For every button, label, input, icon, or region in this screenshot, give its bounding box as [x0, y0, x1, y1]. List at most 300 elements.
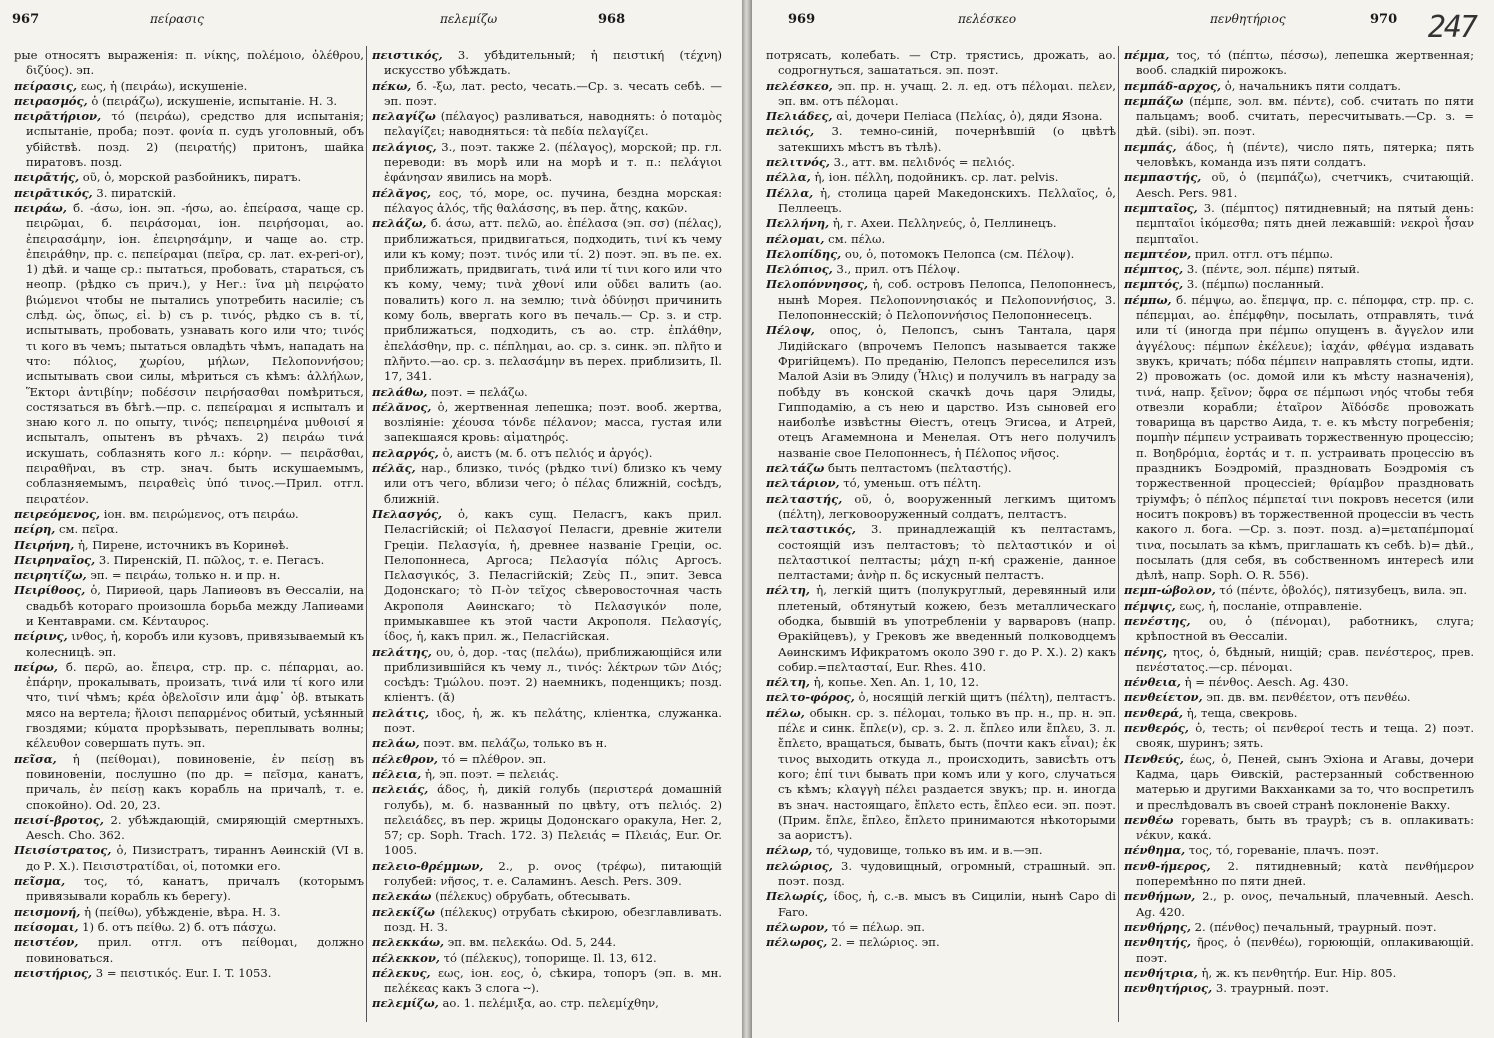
entry-headword: πελάθω,	[372, 384, 428, 399]
entry-headword: πένθημα,	[1124, 843, 1186, 858]
dictionary-entry	[1124, 706, 1474, 721]
entry-headword: πέλω,	[766, 705, 805, 720]
entry-headword: Πέλοψ,	[766, 323, 815, 338]
entry-definition: 3. чудовищный, огромный, страшный. эп. поэт. позд.	[778, 858, 1116, 889]
entry-definition: ἡ (πείθομαι), повиновеніе, ἐν πείσῃ въ повиновеніи, послушно (по др. = πεῖσμα, канатъ, причаль, ἐν πείσῃ какъ корабль на причалѣ, т. е. спокойно). Od. 20, 23.	[26, 751, 364, 812]
entry-definition: поэт. вм. πελάζω, только въ н.	[423, 736, 608, 751]
dictionary-entry	[14, 109, 364, 170]
dictionary-entry	[766, 186, 1116, 217]
column-divider	[366, 46, 367, 1022]
entry-headword: πενθητήριος,	[1124, 981, 1213, 996]
entry-definition: эп. вм. πελεκάω. Od. 5, 244.	[447, 935, 617, 950]
dictionary-entry	[766, 843, 1116, 858]
dictionary-entry	[1124, 813, 1474, 844]
dictionary-entry	[1124, 599, 1474, 614]
entry-headword: πελεκκάω,	[372, 935, 445, 950]
dictionary-entry	[14, 752, 364, 813]
dictionary-entry	[1124, 721, 1474, 752]
entry-headword: πεῖσα,	[14, 751, 57, 766]
entry-definition: τος, τό (πέπτω, πέσσω), лепешка жертвенная; вооб. сладкій пирожокъ.	[1136, 48, 1474, 78]
entry-definition: б. -ξω, лат. pecto, чесать.—Ср. з. чесать себѣ. — эп. поэт.	[384, 78, 722, 108]
dictionary-entry	[372, 216, 722, 384]
entry-definition: εως, ἡ (πειράω), искушеніе.	[80, 78, 248, 93]
dictionary-entry	[766, 79, 1116, 110]
dictionary-entry	[766, 675, 1116, 690]
entry-headword: πείρασις,	[14, 78, 78, 93]
entry-headword: πεμπάς,	[1124, 139, 1177, 154]
dictionary-entry	[1124, 935, 1474, 966]
dictionary-entry	[372, 461, 722, 507]
entry-headword: πείρη,	[14, 522, 56, 537]
entry-headword: πέλᾰγος,	[372, 185, 432, 200]
entry-headword: πελάτις,	[372, 705, 430, 720]
entry-definition: άδος, ἡ (πέντε), число пять, пятерка; пять человѣкъ, команда изъ пяти солдатъ.	[1136, 139, 1474, 170]
entry-definition: ἡ, столица царей Македонскихъ. Πελλαῖος, ὁ, Пеллеецъ.	[778, 185, 1116, 215]
dictionary-entry	[372, 752, 722, 767]
dictionary-entry	[1124, 614, 1474, 645]
dictionary-entry	[766, 706, 1116, 844]
entry-definition: см. πεῖρα.	[59, 522, 119, 537]
entry-definition: ὁ, какъ сущ. Пеласгъ, какъ прил. Пеласгійскій; οἱ Πελασγοί Пеласги, древніе жители Греціи. Πελασγία, ἡ, древнее названіе Греціи, ос. Пелопоннеса, Аргоса; Πελασγία πόλις Аргосъ. Πελασγικός, 3. Пеласгійскій; Ζεὺς Π., эпит. Зевса Додонскаго; τὸ Π-ὸν τεῖχος сѣверовосточная часть Акрополя Аѳинскаго; τὸ Πελασγικόν поле, примыкавшее къ этой части Акрополя. Πελασγίς, ίδος, ἡ, какъ прил. ж., Пеласгійская.	[384, 506, 722, 644]
entry-headword: πεμπ-ώβολον,	[1124, 583, 1216, 598]
dictionary-entry	[766, 476, 1116, 491]
entry-definition: 3., атт. вм. πελιδνός = πελιός.	[833, 155, 1015, 170]
dictionary-entry	[766, 323, 1116, 461]
entry-headword: πεισί-βροτος,	[14, 812, 104, 827]
entry-definition: οῦ, ὁ (πεμπάζω), счетчикъ, считающій. Aesch. Pers. 981.	[1136, 170, 1474, 200]
entry-headword: πεμπταῖος,	[1124, 200, 1198, 215]
entry-definition: 3 = πειστικός. Eur. I. T. 1053.	[95, 965, 272, 980]
dictionary-entry	[1124, 966, 1474, 981]
entry-definition: άδος, ἡ, дикій голубь (περιστερά домашній голубь), м. б. названный по цвѣту, отъ πελιός. 2) πελειάδες, въ пер. жрицы Додонскаго оракула, Her. 2, 57; ср. Soph. Trach. 172. 3) Πελειάς = Πλειάς, Eur. Or. 1005.	[384, 782, 722, 858]
entry-definition: εως, іон. εος, ὁ, сѣкира, топоръ (эп. в. мн. πελέκεας какъ 3 слога ⏑⏑).	[384, 965, 722, 996]
entry-headword: πελάγιος,	[372, 139, 437, 154]
entry-definition: αἱ, дочери Пеліаса (Πελίας, ὁ), дяди Язона.	[836, 109, 1103, 124]
dictionary-entry	[1124, 583, 1474, 598]
entry-definition: эп. дв. вм. πενθέετον, отъ πενθέω.	[1206, 690, 1411, 705]
entry-headword: πενθερός,	[1124, 721, 1189, 736]
dictionary-entry	[1124, 140, 1474, 171]
entry-definition: б. -άσω, іон. эп. -ήσω, ао. ἐπείρασα, чаще ср. πειρῶμαι, б. πειράσομαι, іон. πειρήσομαι, ао. ἐπειρασάμην, іон. ἐπειρησάμην, и чаще ао. стр. ἐπειράθην, пр. с. πεπείραμαι (πεῖρα, ср. лат. ex-peri-or), 1) дѣй. и чаще ср.: пытаться, пробовать, стараться, съ неопр. (рѣдко съ прич.), у Нег.: ἵνα μὴ πειρῴατο βιώμενοι чтобы не пытались употребить насиліе; съ слѣд. ὡς, ὅπως, εἰ. b) съ р. τινός, рѣдко съ в. τί, испытывать, пробовать, узнавать кого или что; τινός τι кого въ чемъ; пытаться овладѣть чѣмъ, нападать на что: πόλιος, χωρίου, μήλων, Πελοποννήσου; испытывать свои силы, мѣриться съ кѣмъ: ἀλλήλων, Ἕκτορι ἀντιβίην; ποδέσσιν πειρήσασθαι помѣриться, состязаться въ бѣгѣ.—пр. с. πεπείραμαι я испыталъ и знаю кого л. по опыту, τινός; πεπειρημένα μυθοισί я испыталъ, опытенъ въ рѣчахъ. 2) πειράω τινά искушать, соблазнять кого л.: κόρην. — πειρᾶσθαι, πειραθῆναι, въ стр. знач. быть искушаемымъ, соблазняемымъ, πειραθεὶς ὑπό τινος.—Прил. отгл. πειρατέον.	[26, 200, 364, 506]
entry-definition: 3. Пиренскій, Π. πῶλος, т. е. Пегасъ.	[98, 552, 325, 567]
dictionary-entry	[14, 507, 364, 522]
entry-definition: ἡ, эп. поэт. = πελειάς.	[424, 766, 559, 781]
entry-headword: πειστήριος,	[14, 965, 93, 980]
dictionary-entry	[372, 767, 722, 782]
entry-headword: πελτο-φόρος,	[766, 690, 855, 705]
dictionary-entry	[1124, 690, 1474, 705]
dictionary-entry	[372, 79, 722, 110]
dictionary-entry	[1124, 94, 1474, 140]
entry-headword: πέμπω,	[1124, 292, 1172, 307]
dictionary-entry	[1124, 277, 1474, 292]
entry-headword: πελέσκεο,	[766, 78, 833, 93]
entry-definition: потрясать, колебать. — Стр. трястись, дрожать, ао. содрогнуться, зашататься. эп. поэт.	[766, 48, 1116, 78]
dictionary-entry	[1124, 262, 1474, 277]
entry-definition: горевать, быть въ траурѣ; съ в. оплакивать: νέκυν, κακά.	[1136, 812, 1474, 843]
dictionary-entry	[14, 935, 364, 966]
dictionary-entry	[1124, 889, 1474, 920]
dictionary-entry	[372, 507, 722, 645]
entry-headword: Πειρήνη,	[14, 537, 75, 552]
entry-headword: πέλωρ,	[766, 843, 813, 858]
dictionary-entry	[372, 935, 722, 950]
entry-definition: τό = πλέθρον. эп.	[441, 751, 547, 766]
dictionary-entry	[372, 186, 722, 217]
entry-definition: ῆρος, ὁ (πενθέω), горюющій, оплакивающій. поэт.	[1136, 935, 1474, 965]
entry-headword: πελαργός,	[372, 445, 439, 460]
dictionary-entry	[1124, 675, 1474, 690]
entry-definition: нар., близко, τινός (рѣдко τινί) близко къ чему или отъ чего, вблизи чего; ὁ πέλας ближній, сосѣдъ, ближній.	[384, 461, 722, 506]
entry-headword: Πελασγός,	[372, 506, 443, 521]
handwritten-page-note: 247	[1427, 10, 1476, 45]
dictionary-entry	[14, 843, 364, 874]
running-head-word-left: πελέσκεο	[958, 12, 1017, 26]
entry-headword: Πελιάδες,	[766, 109, 833, 124]
entry-definition: ινθος, ἡ, коробъ или кузовъ, привязываемый къ колесницѣ. эп.	[26, 629, 364, 659]
page-number-969: 969	[788, 12, 816, 27]
entry-definition: ου, ὁ, потомокъ Пелопса (см. Πέλοψ).	[844, 246, 1075, 261]
entry-headword: πέλτη,	[766, 675, 810, 690]
entry-definition: эп. = πειράω, только н. и пр. н.	[90, 568, 281, 583]
dictionary-entry	[1124, 79, 1474, 94]
left-page-column-2	[372, 48, 722, 1028]
dictionary-entry	[766, 216, 1116, 231]
dictionary-entry	[372, 385, 722, 400]
dictionary-entry	[14, 170, 364, 185]
dictionary-entry	[766, 277, 1116, 323]
page-number-970: 970	[1370, 12, 1398, 27]
dictionary-entry	[766, 583, 1116, 675]
entry-definition: ὁ, аистъ (м. б. отъ πελιός и ἀργός).	[442, 445, 653, 460]
entry-headword: πελταστής,	[766, 491, 843, 506]
entry-headword: πενθήμων,	[1124, 889, 1196, 904]
dictionary-entry	[766, 492, 1116, 523]
entry-definition: τό (πέντε, ὀβολός), пятизубецъ, вила. эп.	[1219, 583, 1468, 598]
dictionary-entry	[372, 966, 722, 997]
entry-definition: 3. (πέμπτος) пятидневный; на пятый день: πεμπταῖοι ἱκόμεσθα; пять дней лежавшій: νεκροὶ ἦσαν πεμπταῖοι.	[1136, 200, 1474, 246]
entry-definition: 3. (πέντε, эол. πέμπε) пятый.	[1186, 262, 1360, 277]
dictionary-entry	[766, 48, 1116, 79]
entry-headword: πέλεκυς,	[372, 965, 431, 980]
entry-headword: Πέλλα,	[766, 185, 814, 200]
dictionary-entry	[372, 889, 722, 904]
entry-definition: эп. пр. н. учащ. 2. л. ед. отъ πέλομαι. πελεν, эп. вм. отъ πέλομαι.	[778, 78, 1116, 108]
entry-definition: ὁ, тесть; οἱ πενθεροί тесть и теща. 2) поэт. свояк, шуринъ; зять.	[1136, 721, 1474, 751]
entry-definition: 3. убѣдительный; ἡ πειστική (τέχνη) искусство убѣждать.	[384, 48, 722, 78]
entry-headword: πέλᾰνος,	[372, 399, 432, 414]
entry-definition: 3. пиратскій.	[96, 185, 177, 200]
entry-definition: ιδος, ἡ, ж. къ πελάτης, кліентка, служанка. поэт.	[384, 705, 722, 736]
dictionary-entry	[766, 170, 1116, 185]
entry-headword: πελιτνός,	[766, 155, 830, 170]
running-head-word-left: πείρασις	[150, 12, 204, 26]
entry-definition: 1) б. отъ πείθω. 2) б. отъ πάσχω.	[82, 919, 277, 934]
entry-definition: τό (πειράω), средство для испытанія; испытаніе, проба; поэт. φονία π. судъ уголовный, объ убійствѣ. позд. 2) (πειρατής) притонъ, шайка пиратовъ. позд.	[26, 109, 364, 170]
entry-definition: быть пелтастомъ (πελταστής).	[827, 461, 1012, 476]
entry-headword: πενθήτρια,	[1124, 965, 1198, 980]
entry-definition: ἡ, іон. πέλλη, подойникъ. ср. лат. pelvis.	[814, 170, 1059, 185]
entry-definition: ίδος, ἡ, с.-в. мысъ въ Сициліи, нынѣ Capo di Faro.	[778, 889, 1116, 919]
entry-headword: πέλωρος,	[766, 935, 828, 950]
entry-headword: πελεκάω	[372, 889, 432, 904]
entry-definition: прил. отгл. отъ πείθομαι, должно повиноваться.	[26, 935, 364, 965]
entry-headword: πέλεκκον,	[372, 950, 440, 965]
entry-headword: πεμπάζω	[1124, 93, 1184, 108]
entry-definition: 3. принадлежащій къ пелтастамъ, состоящій изъ пелтастовъ; τὸ πελταστικόν и οἱ πελταστικοί пелтасты; μάχη π-κή сраженіе, данное пелтастами; ἀνὴρ π. δς искусный пелтастъ.	[778, 522, 1116, 583]
entry-definition: τος, τό, канатъ, причалъ (которымъ привязывали корабль къ берегу).	[26, 874, 364, 904]
dictionary-entry	[14, 568, 364, 583]
entry-headword: πέκω,	[372, 78, 412, 93]
entry-headword: πείρω,	[14, 659, 58, 674]
entry-definition: ἡ, легкій щитъ (полукруглый, деревянный или плетеный, обтянутый кожею, безъ металлическаго ободка, бывшій въ употребленіи у варваровъ (напр. Ѳракійцевъ), у Грековъ же введенный полководцемъ Аѳинскимъ Ификратомъ около 390 г. до Р. Х.). 2) какъ собир.=πελτασταί, Eur. Rhes. 410.	[778, 583, 1116, 674]
entry-headword: πειρᾱτήριον,	[14, 109, 102, 124]
dictionary-entry	[14, 813, 364, 844]
entry-headword: πεῖσμα,	[14, 874, 66, 889]
dictionary-entry	[372, 905, 722, 936]
entry-headword: Πελλήνη,	[766, 216, 830, 231]
entry-definition: 3. темно-синій, почернѣвшій (о цвѣтѣ затекшихъ мѣстъ въ тѣлѣ).	[778, 124, 1116, 154]
entry-definition: 2. пятидневный; κατὰ πενθήμερον поперемѣнно по пяти дней.	[1136, 858, 1474, 889]
left-running-head	[0, 8, 742, 32]
entry-headword: πενθητής,	[1124, 935, 1192, 950]
entry-definition: ἡ, копье. Xen. An. 1, 10, 12.	[813, 675, 979, 690]
entry-definition: οῦ, ὁ, вооруженный легкимъ щитомъ (πέλτη), легковооруженный солдатъ, пелтастъ.	[778, 491, 1116, 521]
entry-definition: см. πέλω.	[828, 231, 886, 246]
dictionary-entry	[14, 201, 364, 507]
entry-headword: πεμπάδ-αρχος,	[1124, 78, 1222, 93]
entry-definition: (πέλεκυς) отрубать сѣкирою, обезглавливать. позд. Н. З.	[384, 904, 722, 934]
entry-definition: ὁ (πειράζω), искушеніе, испытаніе. Н. З.	[91, 93, 338, 108]
dictionary-entry	[14, 94, 364, 109]
entry-headword: Πενθεύς,	[1124, 751, 1184, 766]
entry-headword: πεμπτός,	[1124, 277, 1184, 292]
entry-definition: ητος, ὁ, бѣдный, нищій; срав. πενέστερος, прев. πενέστατος.—ср. πένομαι.	[1136, 644, 1474, 674]
dictionary-entry	[1124, 843, 1474, 858]
entry-definition: б. πέμψω, ао. ἔπεμψα, пр. с. πέπομφα, стр. пр. с. πέπεμμαι, ао. ἐπέμφθην, посылать, отправлять, τινά или τί (иногда при πέμπω опущенъ в. ἄγγελον или ἀγγέλους: πέμπων ἐκέλευε); ἰαχάν, φθέγμα издавать звукъ, кричать; πόδα πέμπειν направлять стопы, идти. 2) провожать (ос. домой или къ мѣсту назначенія), τινά, напр. ξεῖνον; ὄφρα σε πέμπωσι νηός чтобы тебя отвезли корабли; ἑταῖρον Ἀϊδόσδε провожать товарища въ царство Аида, т. е. къ мѣсту погребенія; πομπὴν πέμπειν устраивать торжественную процессію; π. Βοηδρόμια, ἑορτάς и т. п. устраивать процессію въ праздникъ Боэдромій, праздновать Боэдромія съ торжественной процессіей; θρίαμβον праздновать тріумфъ; ὁ πέπλος πέμπεταί τινι покровъ несется (или носитъ покровъ) въ торжественной процессіи въ честь какого л. бога. —Ср. з. поэт. позд. a)=μεταπέμπομαί τινα, посылать за кѣмъ, приглашать къ себѣ. b)= дѣй., посылать (для себя, въ собственномъ интересѣ или дѣлѣ, напр. Soph. O. R. 556).	[1136, 292, 1474, 583]
entry-headword: πενθήρης,	[1124, 919, 1191, 934]
right-running-head	[752, 8, 1494, 32]
entry-definition: ὁ, жертвенная лепешка; поэт. вооб. жертва, возліяніе: χέουσα τόνδε πέλανον; масса, густая или запекшаяся кровь: αἱματηρός.	[384, 399, 722, 445]
entry-definition: ἡ, ж. къ πενθητήρ. Eur. Hip. 805.	[1201, 965, 1397, 980]
dictionary-entry	[14, 48, 364, 79]
entry-headword: πελειο-θρέμμων,	[372, 858, 484, 873]
entry-headword: πέλτη,	[766, 583, 810, 598]
entry-definition: τό = πέλωρ. эп.	[831, 919, 925, 934]
entry-definition: ὁ, начальникъ пяти солдатъ.	[1224, 78, 1401, 93]
entry-headword: πέλᾰς,	[372, 461, 416, 476]
entry-definition: 2. (πένθος) печальный, траурный. поэт.	[1194, 919, 1437, 934]
book-gutter	[742, 0, 752, 1038]
entry-headword: πελάω,	[372, 736, 420, 751]
entry-headword: πενέστης,	[1124, 613, 1191, 628]
running-head-word-center: πελεμίζω	[440, 12, 498, 26]
entry-headword: πειρητίζω,	[14, 568, 87, 583]
entry-headword: πειρεόμενος,	[14, 506, 101, 521]
entry-headword: πεισμονή,	[14, 904, 81, 919]
entry-headword: πελεμίζω,	[372, 996, 439, 1011]
entry-definition: 3., поэт. также 2. (πέλαγος), морской; пр. гл. переводи: въ морѣ или на морѣ и т. п.: πελάγιοι ἐφάνησαν явились на морѣ.	[384, 139, 722, 185]
left-page	[0, 0, 742, 1038]
entry-headword: πελαγίζω	[372, 109, 436, 124]
entry-headword: πεμπαστής,	[1124, 170, 1202, 185]
entry-headword: πένθεια,	[1124, 675, 1181, 690]
dictionary-entry	[14, 79, 364, 94]
entry-headword: πεμπτέον,	[1124, 246, 1192, 261]
entry-headword: πέλλα,	[766, 170, 811, 185]
entry-definition: οῦ, ὁ, морской разбойникъ, пиратъ.	[82, 170, 302, 185]
entry-definition: ὁ, Пириѳой, царь Лапиѳовъ въ Ѳессаліи, на свадьбѣ котораго произошла борьба между Лапиѳами и Кентаврами. см. Κένταυρος.	[26, 583, 364, 628]
entry-headword: πέλεια,	[372, 766, 422, 781]
entry-headword: πέλομαι,	[766, 231, 825, 246]
entry-headword: Πελοπόννησος,	[766, 277, 868, 292]
entry-definition: οπος, ὁ, Пелопсъ, сынъ Тантала, царя Лидійскаго (впрочемъ Пелопсъ называется также Фригійцемъ). По преданію, Пелопсъ переселился изъ Малой Азіи въ Элиду (Ἦλις) и получилъ въ награду за побѣду въ конской скачкѣ дочь царя Элиды, Гипподамію, а съ нею и царство. Изъ сыновей его наиболѣе извѣстны Ѳіестъ, отецъ Эгисѳа, и Атрей, отецъ Агамемнона и Менелая. Отъ него получилъ названіе свое Пелопоннесъ, ἡ Πέλοπος νῆσος.	[778, 323, 1116, 460]
entry-headword: πειστικός,	[372, 48, 443, 62]
entry-definition: ἡ, соб. островъ Пелопса, Пелопоннесъ, нынѣ Морея. Πελοποννησιακός и Πελοποννήσιος, 3. Пелопоннесскій; ὁ Πελοποννήσιος Пелопоннесецъ.	[778, 277, 1116, 323]
entry-definition: 3., прил. отъ Πέλοψ.	[836, 262, 961, 277]
entry-definition: 2. убѣждающій, смиряющій смертныхъ. Aesch. Cho. 362.	[26, 812, 364, 843]
entry-definition: εος, τό, море, ос. пучина, бездна морская: πέλαγος ἁλός, τῆς θαλάσσης, въ пер. ἄτης, κακῶν.	[384, 185, 722, 215]
entry-definition: обыкн. ср. з. πέλομαι, только въ пр. н., пр. н. эп. πέλε и синк. ἔπλε(ν), ср. з. 2. л. ἔπλεο или ἔπλευ, 3. л. ἔπλετο, вращаться, бывать, быть (почти какъ εἶναι); ἐκ τινος выходить откуда л., происходить, зависѣть отъ кого; ἐπί τινι бывать при комъ или у кого, случаться съ кѣмъ; κλαγγὴ πέλει раздается звукъ; пр. н. иногда въ знач. настоящаго, ἔπλετο есть, ἔπλεο еси. эп. поэт. (Прим. ἔπλε, ἔπλεο, ἔπλετο принимаются нѣкоторыми за аористъ).	[778, 705, 1116, 843]
entry-definition: τό (πέλεκυς), топорище. Il. 13, 612.	[443, 950, 657, 965]
dictionary-entry	[372, 736, 722, 751]
dictionary-entry	[372, 706, 722, 737]
dictionary-entry	[372, 109, 722, 140]
entry-headword: Πελοπίδης,	[766, 246, 842, 261]
entry-definition: 2., р. ονος (τρέφω), питающій голубей: νῆσος, т. е. Саламинъ. Aesch. Pers. 309.	[384, 858, 722, 889]
entry-definition: б. άσω, атт. πελῶ, ао. ἐπέλασα (эп. σσ) (πέλας), приближаться, придвигаться, подходить, τινί къ чему или къ кому; поэт. τινός или τί. 2) поэт. эп. въ пе. ех. приближать, придвигать, τινά или τί τινι кого или что къ кому, чему; τινὰ χθονί или οὔδει валить (ао. повалить) кого л. на землю; τινὰ ὀδύνῃσι причинить кому боль, ввергать кого въ печаль.— Ср. з. и стр. приближаться, подходить, съ ао. стр. ἐπλάθην, ἐπελάσθην, пр. с. πέπλημαι, ао. ср. з. синк. эп. πλῆτο и πλῆντο.—ао. ср. з. πελασάμην въ перех. приблизить, Il. 17, 341.	[384, 216, 722, 384]
entry-definition: б. περῶ, ао. ἔπειρα, стр. пр. с. πέπαρμαι, ао. ἐπάρην, прокалывать, произать, τινά или τί кого или что, τινί чѣмъ; κρέα ὀβελοῖσιν или ἀμφ᾽ ὀβ. втыкать мясо на вертела; ἥλοισι πεπαρμένος обитый, усѣянный гвоздями; κύματα прорѣзывать, переплывать волны; κέλευθον совершать путь. эп.	[26, 659, 364, 751]
dictionary-entry	[766, 124, 1116, 155]
dictionary-entry	[1124, 981, 1474, 996]
entry-headword: πειστέον,	[14, 935, 79, 950]
entry-headword: πειρασμός,	[14, 93, 88, 108]
entry-headword: πειράω,	[14, 200, 67, 215]
entry-definition: прил. отгл. отъ πέμπω.	[1194, 246, 1334, 261]
entry-headword: πελάτης,	[372, 644, 432, 659]
page-number-968: 968	[598, 12, 626, 27]
entry-headword: Πειρίθοος,	[14, 583, 86, 598]
dictionary-entry	[766, 522, 1116, 583]
entry-headword: πείρινς,	[14, 629, 68, 644]
entry-definition: 3. траурный. поэт.	[1215, 981, 1329, 996]
dictionary-entry	[14, 966, 364, 981]
entry-definition: ἡ, теща, свекровь.	[1186, 705, 1298, 720]
right-page-column-2	[1124, 48, 1474, 1028]
dictionary-entry	[14, 629, 364, 660]
dictionary-entry	[372, 140, 722, 186]
entry-headword: πελειάς,	[372, 782, 429, 797]
dictionary-entry	[766, 247, 1116, 262]
entry-headword: πενθερά,	[1124, 705, 1184, 720]
dictionary-entry	[14, 905, 364, 920]
entry-headword: πελάζω,	[372, 216, 427, 231]
dictionary-entry	[14, 186, 364, 201]
entry-definition: іон. вм. πειρώμενος, отъ πειράω.	[103, 506, 299, 521]
entry-definition: 2., р. ονος, печальный, плачевный. Aesch. Ag. 420.	[1136, 889, 1474, 919]
dictionary-entry	[14, 553, 364, 568]
entry-definition: (πέλεκυς) обрубать, обтесывать.	[435, 889, 631, 904]
right-page-column-1	[766, 48, 1116, 1028]
entry-definition: ἡ, г. Ахеи. Πελληνεύς, ὁ, Пеллинецъ.	[832, 216, 1057, 231]
entry-definition: поэт. = πελάζω.	[431, 384, 528, 399]
entry-headword: πένης,	[1124, 644, 1168, 659]
entry-headword: πέλεθρον,	[372, 751, 438, 766]
entry-headword: πέμμα,	[1124, 48, 1170, 62]
entry-headword: πέμπτος,	[1124, 262, 1184, 277]
running-head-word-center: πενθητήριος	[1210, 12, 1286, 26]
entry-headword: πείσομαι,	[14, 919, 79, 934]
dictionary-entry	[372, 446, 722, 461]
dictionary-entry	[766, 889, 1116, 920]
dictionary-entry	[14, 583, 364, 629]
entry-definition: ἡ, Пирене, источникъ въ Коринѳѣ.	[77, 537, 289, 552]
entry-definition: έως, ὁ, Пеней, сынъ Эхіона и Агавы, дочери Кадма, царь Ѳивскій, растерзанный собственною матерью и другими Вакханками за то, что воспретилъ и преслѣдовалъ въ своей странѣ поклоненіе Вакху.	[1136, 751, 1474, 812]
entry-definition: 2. = πελώριος. эп.	[830, 935, 940, 950]
dictionary-entry	[14, 920, 364, 935]
entry-headword: πελτάριον,	[766, 476, 840, 491]
dictionary-entry	[372, 996, 722, 1011]
entry-definition: рые относятъ выраженія: π. νίκης, πολέμοιο, ὀλέθρου, διζύος). эп.	[14, 48, 364, 78]
entry-definition: τό, чудовище, только въ им. и в.—эп.	[816, 843, 1043, 858]
entry-definition: ου, ὁ, дор. -τας (πελάω), приближающійся или приблизившійся къ чему л., τινός: λέκτρων τῶν Διός; сосѣдъ: Τμώλου. поэт. 2) наемникъ, поденщикъ; позд. кліентъ. (ᾰ)	[384, 644, 722, 705]
entry-definition: ὁ, Пизистратъ, тираннъ Аѳинскій (VI в. до Р. Х.). Πεισιστρατίδαι, οἱ, потомки его.	[26, 843, 364, 873]
dictionary-entry	[14, 660, 364, 752]
dictionary-entry	[766, 859, 1116, 890]
entry-headword: πενθείετον,	[1124, 690, 1203, 705]
page-number-967: 967	[12, 12, 40, 27]
entry-headword: πενθέω	[1124, 812, 1174, 827]
dictionary-entry	[14, 538, 364, 553]
dictionary-entry	[766, 690, 1116, 705]
dictionary-entry	[14, 522, 364, 537]
dictionary-entry	[372, 859, 722, 890]
entry-definition: (πέλαγος) разливаться, наводнять: ὁ ποταμὸς πελαγίζει; наводняться: τὰ πεδία πελαγίζει.	[384, 109, 722, 139]
dictionary-entry	[766, 109, 1116, 124]
left-page-column-1	[14, 48, 364, 1028]
column-divider	[1118, 46, 1119, 1022]
entry-definition: ὁ, носящій легкій щитъ (πέλτη), пелтастъ.	[858, 690, 1116, 705]
dictionary-entry	[1124, 247, 1474, 262]
entry-definition: (πέμπε, эол. вм. πέντε), соб. считать по пяти пальцамъ; вооб. считать, пересчитывать.—Ср. з. = дѣй. (sibi). эп. поэт.	[1136, 93, 1474, 139]
dictionary-entry	[766, 935, 1116, 950]
dictionary-entry	[1124, 293, 1474, 584]
dictionary-entry	[372, 782, 722, 858]
entry-headword: πειρᾱτικός,	[14, 185, 93, 200]
entry-headword: Πελωρίς,	[766, 889, 828, 904]
dictionary-entry	[766, 920, 1116, 935]
entry-headword: πελιός,	[766, 124, 815, 139]
entry-headword: πέμψις,	[1124, 598, 1176, 613]
entry-headword: Πειρηναῖος,	[14, 552, 96, 567]
entry-headword: Πελόπιος,	[766, 262, 833, 277]
dictionary-entry	[1124, 645, 1474, 676]
dictionary-entry	[766, 262, 1116, 277]
entry-headword: πελώριος,	[766, 858, 833, 873]
dictionary-entry	[372, 400, 722, 446]
entry-headword: πελεκίζω	[372, 904, 435, 919]
entry-headword: πελτάζω	[766, 461, 825, 476]
entry-definition: εως, ἡ, посланіе, отправленіе.	[1179, 598, 1363, 613]
entry-headword: πειρᾱτής,	[14, 170, 80, 185]
right-page	[752, 0, 1494, 1038]
entry-definition: τό, уменьш. отъ πέλτη.	[843, 476, 982, 491]
dictionary-entry	[372, 951, 722, 966]
entry-definition: τος, τό, гореваніе, плачъ. поэт.	[1188, 843, 1380, 858]
entry-definition: 3. (πέμπω) посланный.	[1186, 277, 1325, 292]
entry-definition: ἡ = πένθος. Aesch. Ag. 430.	[1184, 675, 1349, 690]
entry-definition: ου, ὁ (πένομαι), работникъ, слуга; крѣпостной въ Ѳессаліи.	[1136, 613, 1474, 644]
